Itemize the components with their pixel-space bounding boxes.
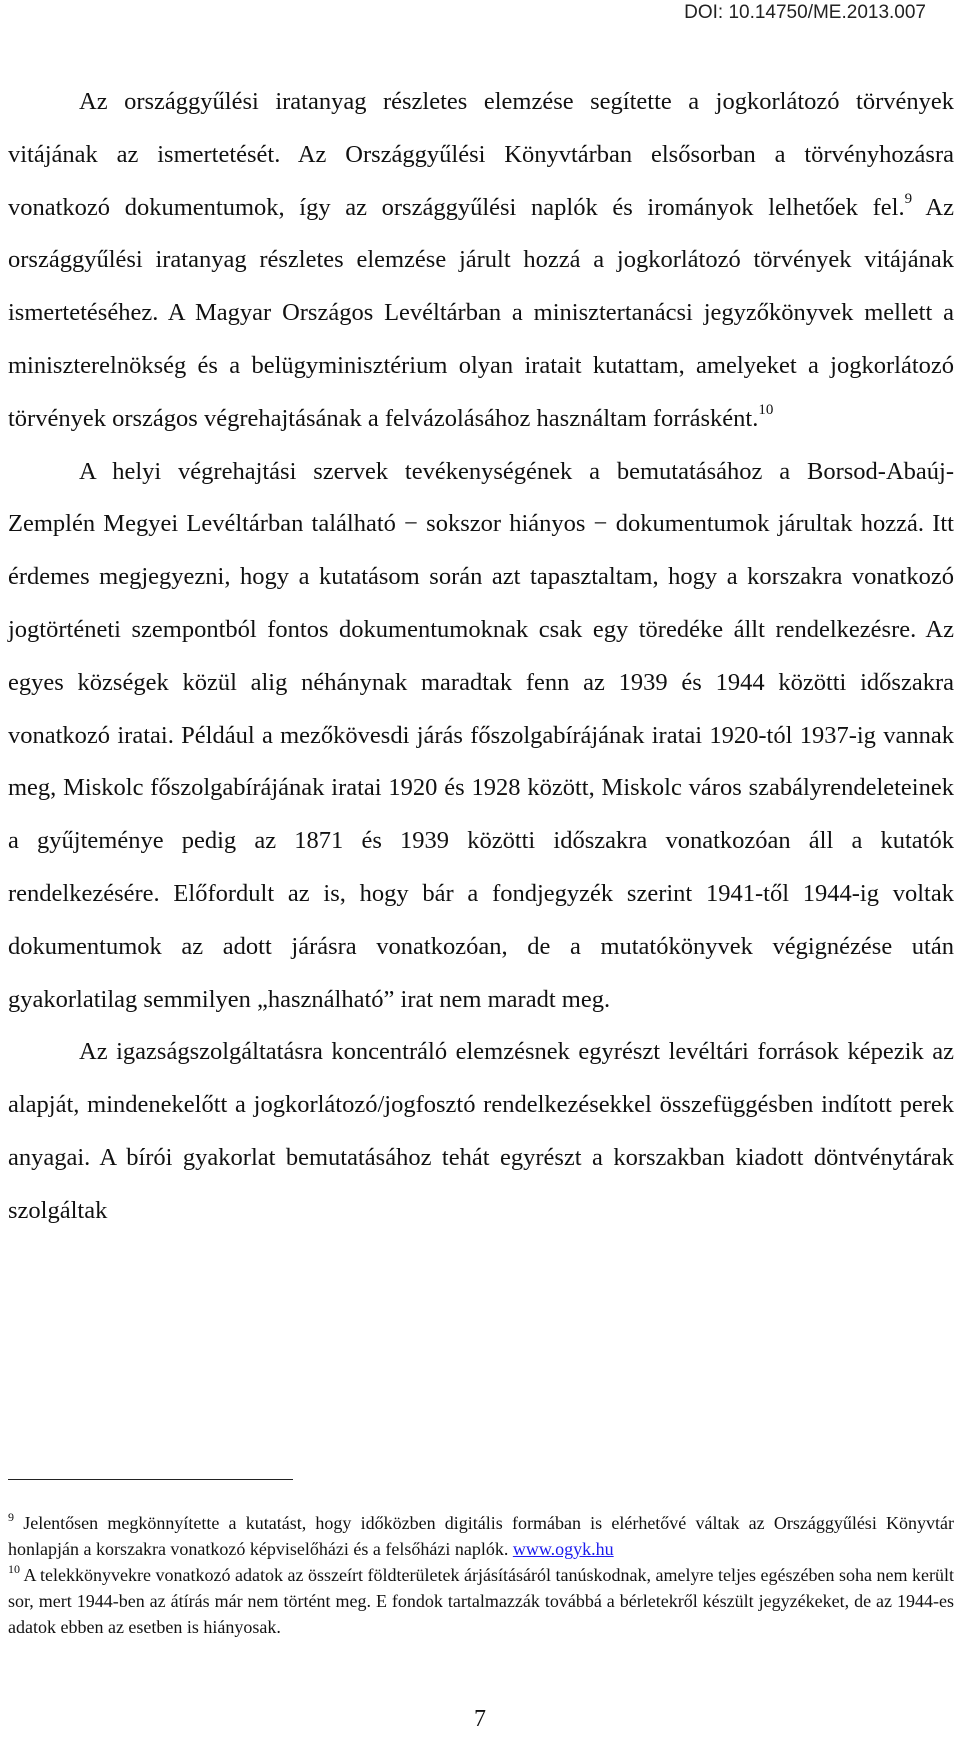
footnote-10-number: 10 xyxy=(8,1562,20,1576)
paragraph-2: A helyi végrehajtási szervek tevékenységének a bemutatásához a Borsod-Abaúj-Zemplén Megyei Levéltárban található − sokszor hiányos − dokumentumok járultak hozzá. Itt érdemes megjegyezni, hogy a kutatásom során azt tapasztaltam, hogy a korszakra vonatkozó jogtörténeti szempontból fontos dokumentumoknak csak egy töredéke állt rendelkezésre. Az egyes községek közül alig néhánynak maradtak fenn az 1939 és 1944 közötti időszakra vonatkozó iratai. Például a mezőkövesdi járás főszolgabírájának iratai 1920-tól 1937-ig vannak meg, Miskolc főszolgabírájának iratai 1920 és 1928 között, Miskolc város szabályrendeleteinek a gyűjteménye pedig az 1871 és 1939 közötti időszakra vonatkozóan áll a kutatók rendelkezésére. Előfordult az is, hogy bár a fondjegyzék szerint 1941-től 1944-ig voltak dokumentumok az adott járásra vonatkozóan, de a mutatókönyvek végignézése után gyakorlatilag semmilyen „használható” irat nem maradt meg. xyxy=(8,457,954,1013)
footnotes xyxy=(8,1510,954,1640)
footnote-9-number: 9 xyxy=(8,1510,14,1524)
page-number: 7 xyxy=(474,1706,486,1732)
doi-header: DOI: 10.14750/ME.2013.007 xyxy=(684,2,926,23)
footnote-9-link[interactable]: www.ogyk.hu xyxy=(512,1539,614,1559)
paragraph-1-part-b: Az országgyűlési iratanyag részletes elemzése járult hozzá a jogkorlátozó törvények vitájának ismertetéséhez. A Magyar Országos Levéltárban a minisztertanácsi jegyzőkönyvek mellett a miniszterelnökség és a belügyminisztérium olyan iratait kutattam, amelyeket a jogkorlátozó törvények országos végrehajtásának a felvázolásához használtam forrásként. xyxy=(8,193,954,432)
paragraph-3: Az igazságszolgáltatásra koncentráló elemzésnek egyrészt levéltári források képezik az alapját, mindenekelőtt a jogkorlátozó/jogfosztó rendelkezésekkel összefüggésben indított perek anyagai. A bírói gyakorlat bemutatásához tehát egyrészt a korszakban kiadott döntvénytárak szolgáltak xyxy=(8,1038,954,1224)
footnote-10 xyxy=(8,1562,954,1640)
footnote-divider xyxy=(8,1479,293,1480)
footnote-ref-10[interactable]: 10 xyxy=(758,401,774,418)
footnote-9 xyxy=(8,1510,954,1562)
footnote-ref-9[interactable]: 9 xyxy=(904,190,913,207)
paragraph-1 xyxy=(8,76,954,446)
footnote-10-text: A telekkönyvekre vonatkozó adatok az összeírt földterületek árjásításáról tanúskodnak, amelyre teljes egészében soha nem került sor, mert 1944-ben az átírás már nem történt meg. E fondok tartalmazzák továbbá a bérletekről készült jegyzékeket, de az 1944-es adatok ebben az esetben is hiányosak. xyxy=(8,1565,954,1637)
body-text xyxy=(8,76,954,1238)
paragraph-1-part-a: Az országgyűlési iratanyag részletes elemzése segítette a jogkorlátozó törvények vitájának az ismertetését. Az Országgyűlési Könyvtárban elsősorban a törvényhozásra vonatkozó dokumentumok, így az országgyűlési naplók és irományok lelhetőek fel. xyxy=(8,88,954,221)
footnote-9-text: Jelentősen megkönnyítette a kutatást, hogy időközben digitális formában is elérhetővé váltak az Országgyűlési Könyvtár honlapján a korszakra vonatkozó képviselőházi és a felsőházi naplók. xyxy=(8,1513,954,1559)
